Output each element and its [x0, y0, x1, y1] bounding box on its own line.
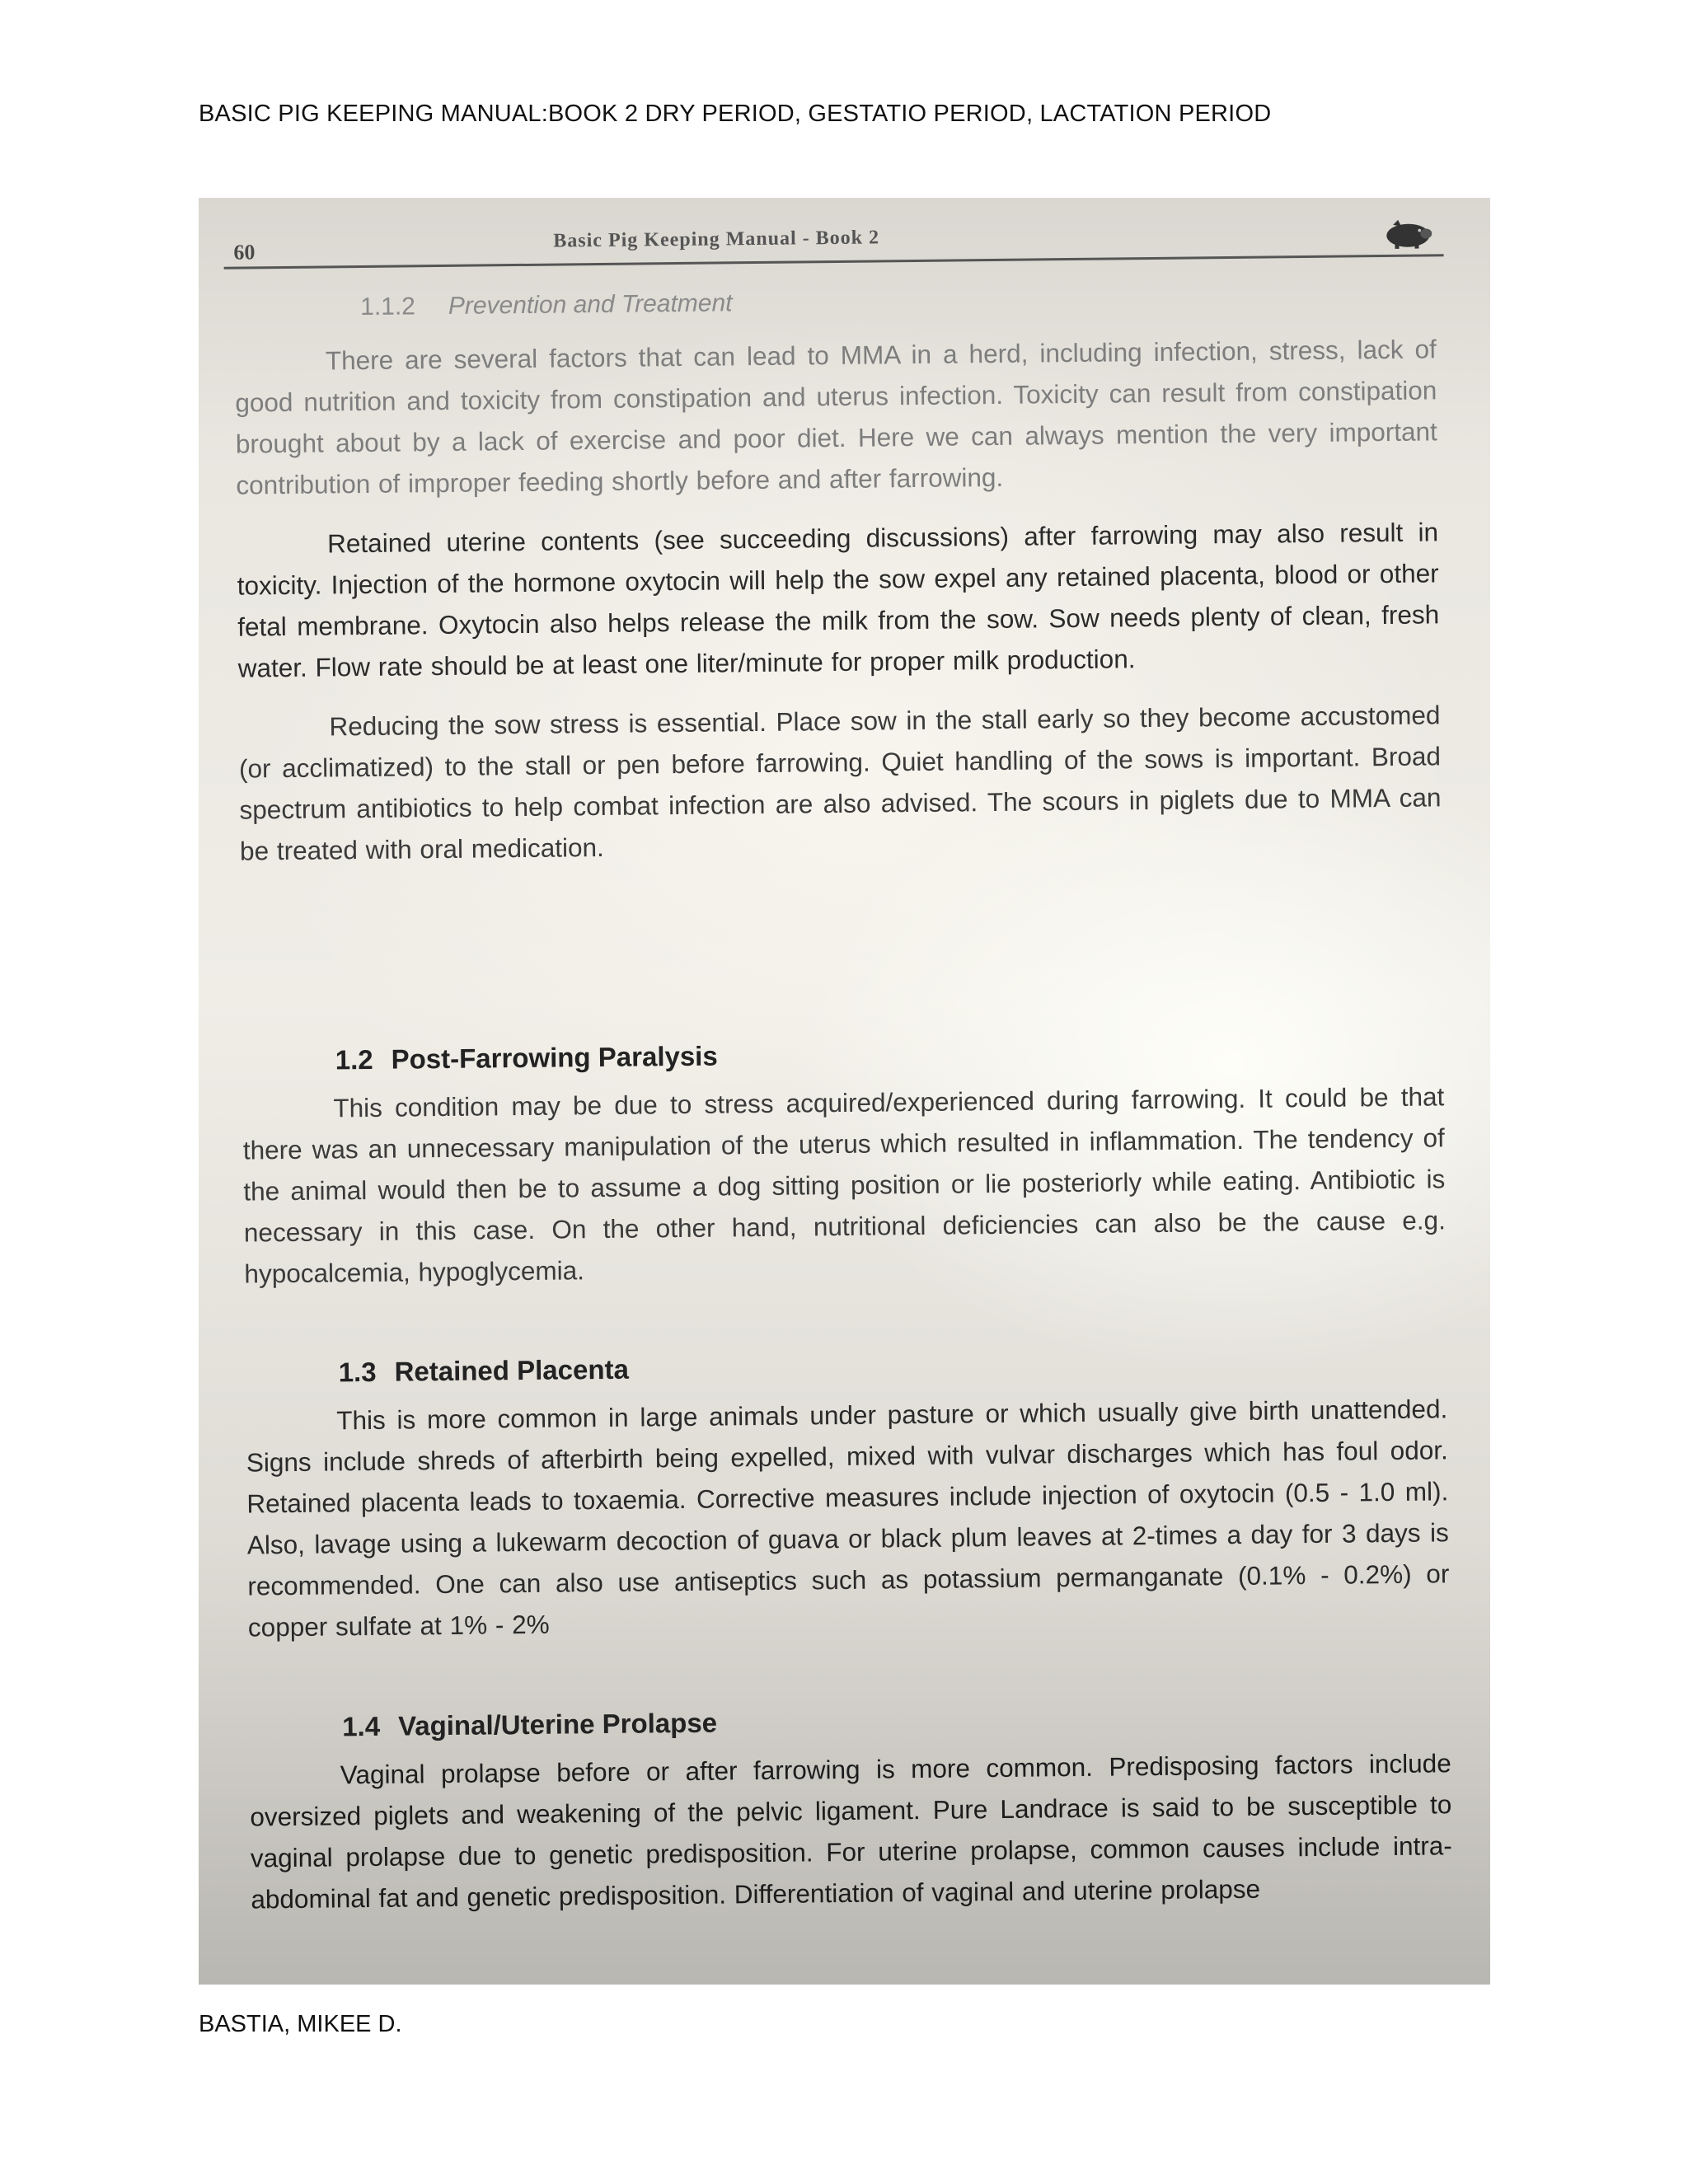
section-post-farrowing-paralysis	[232, 1033, 1455, 1294]
paragraph: There are several factors that can lead to MMA in a herd, including infection, stress, lack of good nutrition and toxicity from constipation and uterus infection. Toxicity can result from constipation brought about by a lack of exercise and poor diet. Here we can always mention the very important contribution of improper feeding shortly before and after farrowing.	[235, 334, 1438, 500]
section-number: 1.2	[335, 1043, 373, 1076]
section-title: Retained Placenta	[394, 1353, 630, 1387]
paragraph: This condition may be due to stress acquired/experienced during farrowing. It could be that there was an unnecessary manipulation of the uterus which resulted in inflammation. The tendency of the animal would then be to assume a dog sitting position or lie posteriorly while eating. Antibiotic is necessary in this case. On the other hand, nutritional deficiencies can also be the cause e.g. hypocalcemia, hypoglycemia.	[242, 1081, 1447, 1289]
document-footer: BASTIA, MIKEE D.	[199, 2011, 402, 2037]
section-retained-placenta	[236, 1345, 1459, 1647]
section-heading	[339, 1345, 1456, 1388]
paragraph: Retained uterine contents (see succeeding discussions) after farrowing may also result in toxicity. Injection of the hormone oxytocin will help the sow expel any retained placenta, blood or other fetal membrane. Oxytocin also helps release the milk from the sow. Sow needs plenty of clean, fresh water. Flow rate should be at least one liter/minute for proper milk production.	[237, 517, 1440, 683]
paragraph: Vaginal prolapse before or after farrowing is more common. Predisposing factors include oversized piglets and weakening of the pelvic ligament. Pure Landrace is said to be susceptible to vaginal prolapse due to genetic predisposition. For uterine prolapse, common causes include intra-abdominal fat and genetic predisposition. Differentiation of vaginal and uterine prolapse	[250, 1748, 1452, 1915]
section-number: 1.3	[338, 1356, 377, 1388]
book-running-title: Basic Pig Keeping Manual - Book 2	[553, 227, 880, 252]
book-page-photo	[199, 198, 1490, 1985]
section-title: Vaginal/Uterine Prolapse	[397, 1707, 718, 1741]
section-number: 1.1.2	[359, 293, 416, 321]
book-running-header	[223, 221, 1443, 269]
section-heading	[360, 282, 1444, 321]
pig-logo-icon	[1381, 218, 1434, 250]
book-page-number: 60	[233, 240, 256, 265]
section-title: Post-Farrowing Paralysis	[391, 1040, 718, 1075]
paragraph: Reducing the sow stress is essential. Place sow in the stall early so they become accustomed (or acclimatized) to the stall or pen before farrowing. Quiet handling of the sows is important. Broad spectrum antibiotics to help combat infection are also advised. The scours in piglets due to MMA can be treated with oral medication.	[238, 700, 1442, 866]
book-page	[223, 206, 1461, 1982]
paragraph: This is more common in large animals under pasture or which usually give birth unattended. Signs include shreds of afterbirth being expelled, mixed with vulvar discharges which has foul odor. Retained placenta leads to toxaemia. Corrective measures include injection of oxytocin (0.5 - 1.0 ml). Also, lavage using a lukewarm decoction of guava or black plum leaves at 2-times a day for 3 days is recommended. One can also use antiseptics such as potassium permanganate (0.1% - 0.2%) or copper sulfate at 1% - 2%	[246, 1394, 1450, 1643]
section-vaginal-uterine-prolapse	[239, 1699, 1461, 1919]
document-header: BASIC PIG KEEPING MANUAL:BOOK 2 DRY PERIOD, GESTATIO PERIOD, LACTATION PERIOD	[199, 101, 1272, 127]
section-title: Prevention and Treatment	[448, 289, 733, 320]
section-prevention-treatment	[224, 282, 1450, 871]
section-heading	[335, 1033, 1452, 1076]
section-number: 1.4	[342, 1710, 381, 1742]
section-heading	[342, 1699, 1459, 1742]
